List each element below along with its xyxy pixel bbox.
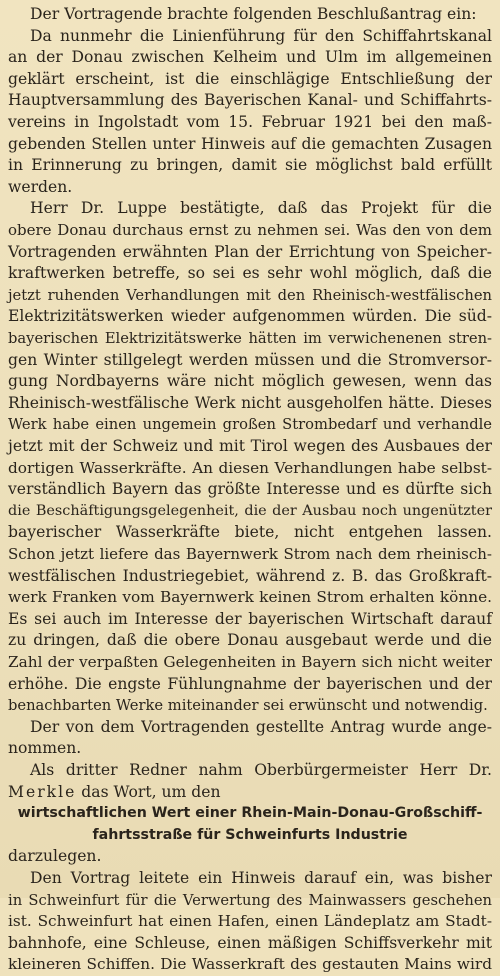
text-line: in Schweinfurt für die Verwertung des Mainwassers geschehen <box>8 891 492 909</box>
section-heading: fahrtsstraße für Schweinfurts Industrie <box>92 826 408 843</box>
text-line: dortigen Wasserkräfte. An diesen Verhandlungen habe selbst- <box>8 458 492 477</box>
text-line: jetzt mit der Schweiz und mit Tirol wegen des Ausbaues der <box>8 437 492 455</box>
text-line: Da nunmehr die Linienführung für den Schiffahrtskanal <box>30 26 492 45</box>
text-line: Rheinisch-westfälische Werk nicht ausgeholfen hätte. Dieses <box>8 393 492 412</box>
text-line: obere Donau durchaus ernst zu nehmen sei. Was den von dem <box>8 221 492 239</box>
text-line: Zahl der verpaßten Gelegenheiten in Bayern sich nicht weiter <box>8 653 492 671</box>
text-line: nommen. <box>8 739 82 758</box>
text-line: darzulegen. <box>8 847 102 866</box>
text-line: Der von dem Vortragenden gestellte Antrag wurde ange- <box>30 717 492 736</box>
text-line: Es sei auch im Interesse der bayerischen Wirtschaft darauf <box>8 609 492 628</box>
text-line: jetzt ruhenden Verhandlungen mit den Rheinisch-westfälischen <box>8 286 492 304</box>
text-line: Den Vortrag leitete ein Hinweis darauf ein, was bisher <box>30 869 492 887</box>
text-line: geklärt erscheint, ist die einschlägige Entschließung der <box>8 69 492 88</box>
text-line: bayerischen Elektrizitätswerke hätten im verwichenenen stren- <box>8 330 492 347</box>
text-line: werk Franken vom Bayernwerk keinen Strom erhalten könne. <box>8 588 492 607</box>
text-line: Merkle das Wort, um den <box>8 782 221 801</box>
text-line: gebenden Stellen unter Hinweis auf die gemachten Zusagen <box>8 134 492 153</box>
text-line: werden. <box>8 177 73 196</box>
text-line: erhöhe. Die engste Fühlungnahme der bayerischen und der <box>8 674 492 693</box>
text-line: kleineren Schiffen. Die Wasserkraft des gestauten Mains wird <box>8 955 492 974</box>
text-line: Werk habe einen ungemein großen Strombedarf und verhandle <box>8 416 492 434</box>
text-line: ist. Schweinfurt hat einen Hafen, einen Ländeplatz am Stadt- <box>8 912 492 931</box>
text-line: Herr Dr. Luppe bestätigte, daß das Projekt für die <box>30 199 492 218</box>
text-line: die Beschäftigungsgelegenheit, die der Ausbau noch ungenützter <box>8 502 492 519</box>
text-line: gung Nordbayerns wäre nicht möglich gewesen, wenn das <box>8 372 492 391</box>
section-heading: wirtschaftlichen Wert einer Rhein-Main-Donau-Großschiff- <box>17 805 483 822</box>
text-line: Als dritter Redner nahm Oberbürgermeister Herr Dr. <box>30 761 492 779</box>
text-line: in Erinnerung zu bringen, damit sie möglichst bald erfüllt <box>8 156 492 175</box>
text-line: verständlich Bayern das größte Interesse und es dürfte sich <box>8 480 492 499</box>
speaker-name: Merkle <box>8 782 77 801</box>
text-line: bahnhofe, eine Schleuse, einen mäßigen Schiffsverkehr mit <box>8 933 492 952</box>
text-line: Hauptversammlung des Bayerischen Kanal- und Schiffahrts- <box>8 91 492 110</box>
text-line: an der Donau zwischen Kelheim und Ulm im allgemeinen <box>8 48 492 67</box>
text-line: Schon jetzt liefere das Bayernwerk Strom nach dem rheinisch- <box>8 545 492 563</box>
text-line: gen Winter stillgelegt werden müssen und die Stromversor- <box>8 350 492 369</box>
text-line: zu dringen, daß die obere Donau ausgebaut werde und die <box>8 631 492 650</box>
text-line: kraftwerken betreffe, so sei es sehr wohl möglich, daß die <box>8 264 492 283</box>
text-line: benachbarten Werke miteinander sei erwünscht und notwendig. <box>8 697 488 715</box>
text-line: Der Vortragende brachte folgenden Beschlußantrag ein: <box>30 5 477 23</box>
text-line: Elektrizitätswerken wieder aufgenommen würden. Die süd- <box>8 307 492 326</box>
text-line: westfälischen Industriegebiet, während z. B. das Großkraft- <box>8 566 492 585</box>
text-line: bayerischer Wasserkräfte biete, nicht entgehen lassen. <box>8 523 492 542</box>
text-line: Vortragenden erwähnten Plan der Errichtung von Speicher- <box>8 242 492 261</box>
text-line: vereins in Ingolstadt vom 15. Februar 1921 bei den maß- <box>8 113 492 131</box>
